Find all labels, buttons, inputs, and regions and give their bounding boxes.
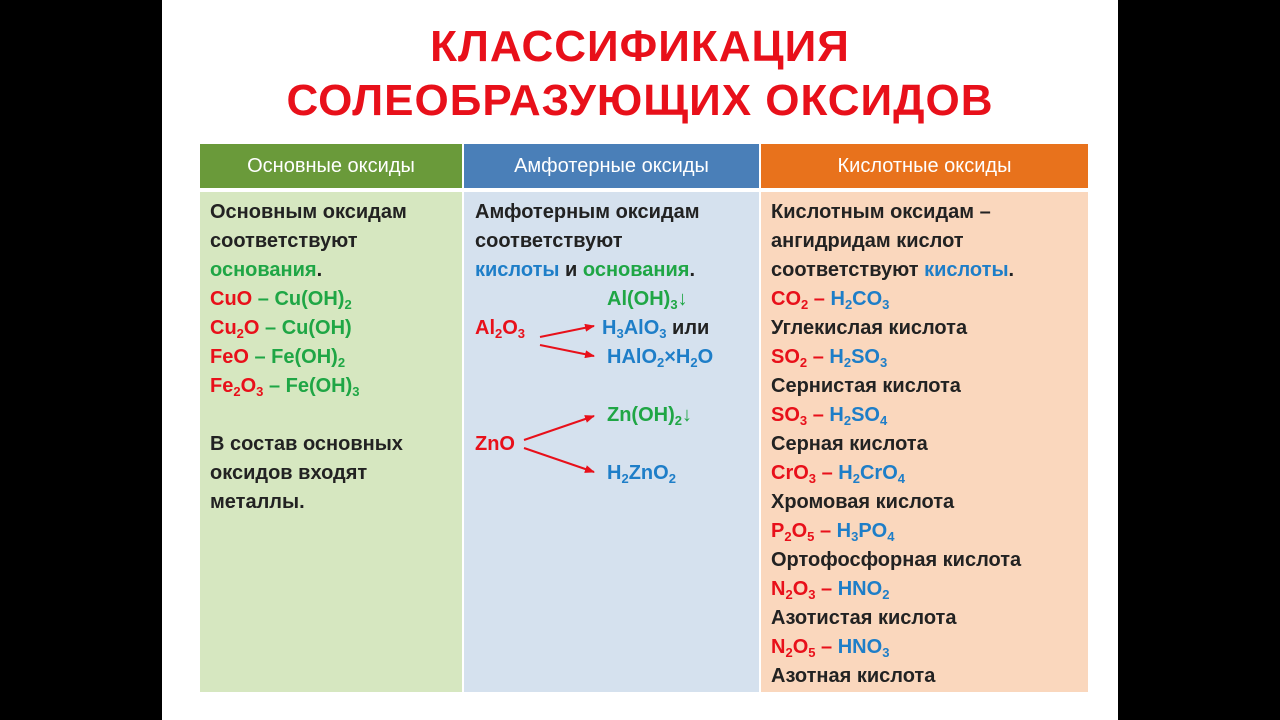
arrow-zn-to-acid	[524, 448, 594, 472]
basic-note-1: В состав основных	[210, 433, 403, 455]
base-formula: $Fe(OH)_3$	[285, 375, 360, 399]
and-word: и	[565, 259, 578, 281]
oxide-formula: $SO_3$	[771, 404, 808, 428]
dash: –	[268, 375, 281, 397]
oxide-formula: CuO	[210, 288, 253, 310]
acid-name: Углекислая кислота	[771, 317, 968, 339]
acid-name: Азотная кислота	[771, 665, 936, 687]
dash: –	[257, 288, 269, 310]
acids-word: кислоты	[475, 259, 560, 281]
amph-intro-3	[475, 256, 695, 285]
acid-pair	[771, 575, 889, 604]
dash: –	[821, 462, 833, 484]
dash: –	[819, 520, 832, 542]
basic-oxides-column	[200, 192, 462, 692]
oxide-formula: $P_2O_5$	[771, 520, 815, 544]
amph-intro-1: Амфотерным оксидам	[475, 201, 700, 223]
zn-oxide: ZnO	[475, 433, 515, 455]
acids-word: кислоты	[924, 259, 1009, 281]
basic-pair	[210, 372, 360, 401]
acid-intro-1: Кислотным оксидам –	[771, 201, 991, 223]
base-formula: $Fe(OH)_2$	[271, 346, 346, 370]
al-acid-line-1	[602, 314, 709, 343]
dash: –	[821, 636, 833, 658]
acid-formula: $H_2CrO_4$	[838, 462, 905, 486]
basic-intro-2: соответствуют	[210, 230, 358, 252]
header-amphoteric-oxides: Амфотерные оксиды	[464, 144, 759, 188]
dash: –	[813, 288, 825, 310]
acid-pair	[771, 517, 894, 546]
title-line-2: СОЛЕОБРАЗУЮЩИХ ОКСИДОВ	[286, 76, 994, 125]
basic-note-3: металлы.	[210, 491, 305, 513]
dash: –	[812, 404, 824, 426]
arrow-al-to-halo2	[540, 345, 594, 356]
al-acid-2: $HAlO_2\times H_2O$	[607, 346, 714, 370]
acid-intro-3	[771, 256, 1014, 285]
basic-pair	[210, 285, 352, 314]
basic-pair	[210, 314, 352, 343]
basic-pair	[210, 343, 345, 372]
oxide-formula: $N_2O_3$	[771, 578, 816, 602]
oxide-formula: $CO_2$	[771, 288, 809, 312]
acid-name: Азотистая кислота	[771, 607, 957, 629]
header-basic-oxides: Основные оксиды	[200, 144, 462, 188]
dash: –	[821, 578, 833, 600]
acid-pair	[771, 633, 889, 662]
oxide-formula: $N_2O_5$	[771, 636, 816, 660]
zn-base: $Zn(OH)_2↓$	[607, 404, 692, 428]
acid-name: Серная кислота	[771, 433, 928, 455]
basic-note-2: оксидов входят	[210, 462, 368, 484]
acid-formula: $HNO_3$	[837, 636, 890, 660]
dash: –	[812, 346, 824, 368]
oxide-formula: FeO	[210, 346, 249, 368]
basic-intro-3	[210, 256, 322, 285]
oxide-formula: CrO$_3$	[771, 462, 817, 486]
acid-intro-3-text: соответствуют	[771, 259, 919, 281]
oxide-formula: $Cu_2O$	[210, 317, 260, 341]
acid-formula: $H_3PO_4$	[836, 520, 895, 544]
header-acidic-oxides: Кислотные оксиды	[761, 144, 1088, 188]
base-formula: Cu(OH)	[281, 317, 352, 339]
or-word: или	[672, 317, 710, 339]
bases-word: основания	[210, 259, 317, 281]
acid-formula: $H_2CO_3$	[830, 288, 890, 312]
acid-pair	[771, 343, 887, 372]
arrow-al-to-h3alo3	[540, 326, 594, 337]
al-acid-1: $H_3AlO_3$	[602, 317, 667, 341]
amphoteric-oxides-column	[464, 192, 759, 692]
acid-pair	[771, 285, 889, 314]
oxide-formula: $Fe_2O_3$	[210, 375, 264, 399]
acid-name: Хромовая кислота	[771, 491, 955, 513]
acid-name: Ортофосфорная кислота	[771, 549, 1022, 571]
amph-intro-2: соответствуют	[475, 230, 623, 252]
bases-word: основания	[582, 259, 690, 281]
acid-name: Сернистая кислота	[771, 375, 961, 397]
title-line-1: КЛАССИФИКАЦИЯ	[430, 22, 850, 71]
dash: –	[254, 346, 266, 368]
acid-formula: $H_2SO_4$	[829, 404, 888, 428]
zn-acid: $H_2ZnO_2$	[607, 462, 676, 486]
acid-intro-end: .	[1008, 259, 1015, 281]
basic-intro-1: Основным оксидам	[210, 201, 407, 223]
amph-intro-end: .	[689, 259, 696, 281]
acid-pair	[771, 459, 905, 488]
arrow-zn-to-base	[524, 416, 594, 440]
acid-intro-2: ангидридам кислот	[771, 230, 964, 252]
dash: –	[265, 317, 277, 339]
slide-title	[162, 20, 1118, 128]
al-base: $Al(OH)_3↓$	[607, 288, 688, 312]
acid-pair	[771, 401, 887, 430]
acid-formula: $H_2SO_3$	[829, 346, 888, 370]
acidic-oxides-column	[761, 192, 1088, 692]
base-formula: $Cu(OH)_2$	[274, 288, 352, 312]
oxide-formula: $SO_2$	[771, 346, 808, 370]
al-oxide: $Al_2O_3$	[475, 317, 526, 341]
acid-formula: $HNO_2$	[837, 578, 890, 602]
basic-intro-end: .	[316, 259, 323, 281]
slide	[162, 0, 1118, 720]
